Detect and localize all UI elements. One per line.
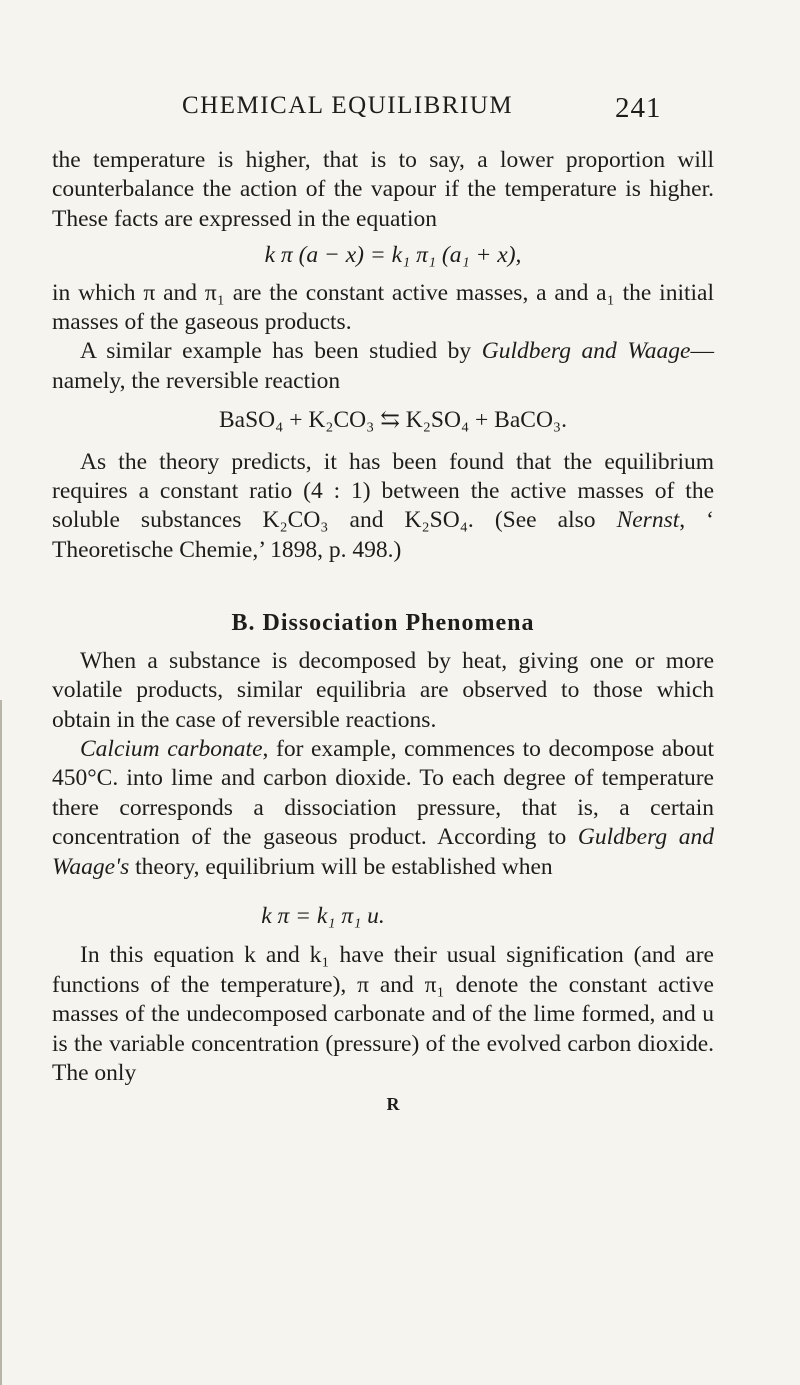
paragraph-2: in which π and π₁ are the constant active masses, a and a₁ the initial masses of the gaseous products. — [52, 279, 714, 336]
body-text — [52, 146, 714, 1120]
paragraph-3-text-a: A similar example has been studied by — [80, 338, 482, 365]
signature-mark: R — [386, 1094, 400, 1115]
paragraph-4-text-a: As the theory predicts, it has been found that the equilibrium requires a constant ratio (4 : 1) between the active masses of the soluble substances K₂CO₃ and K₂SO₄. (See also — [52, 448, 714, 534]
equation-reaction: BaSO₄ + K₂CO₃ ⇆ K₂SO₄ + BaCO₃. — [218, 407, 567, 434]
equation-mass-action: k π (a − x) = k₁ π₁ (a₁ + x), — [264, 242, 522, 269]
paragraph-6-text-b: theory, equilibrium will be established when — [129, 853, 553, 880]
section-heading: B. Dissociation Phenomena — [231, 610, 535, 637]
paragraph-7: In this equation k and k₁ have their usual signification (and are functions of the temperature), π and π₁ denote the constant active masses of the undecomposed carbonate and of the lime formed, and u is the variable concentration (pressure) of the evolved carbon dioxide. The only — [52, 942, 714, 1086]
paragraph-6-text-a: , for example, commences to decompose about 450°C. into lime and carbon dioxide. To each degree of temperature there corresponds a dissociation pressure, that is, a certain concentration of the gaseous product. According to — [52, 735, 715, 851]
author-names-2: Guldberg and Waage's — [52, 824, 714, 880]
paragraph-6 — [52, 735, 714, 882]
running-head: CHEMICAL EQUILIBRIUM — [182, 92, 514, 119]
author-names: Guldberg and Waage — [481, 338, 691, 365]
page-edge-shadow — [0, 700, 2, 1385]
paragraph-5: When a substance is decomposed by heat, giving one or more volatile products, similar equilibria are observed to those which obtain in the case of reversible reactions. — [52, 647, 714, 733]
paragraph-4 — [52, 448, 714, 566]
paragraph-4-text-b: , ‘ Theoretische Chemie,’ 1898, p. 498.) — [52, 507, 714, 563]
nernst-reference: Nernst — [616, 507, 680, 534]
equation-dissociation: k π = k₁ π₁ u. — [261, 902, 385, 929]
page-number: 241 — [615, 92, 662, 124]
calcium-carbonate-term: Calcium carbonate — [80, 735, 263, 762]
page-header — [0, 92, 800, 132]
paragraph-1: the temperature is higher, that is to say, a lower proportion will counterbalance the action of the vapour if the temperature is higher. These facts are expressed in the equation — [52, 147, 714, 232]
paragraph-3 — [52, 337, 714, 396]
paragraph-3-text-b: —namely, the reversible reaction — [52, 338, 714, 394]
